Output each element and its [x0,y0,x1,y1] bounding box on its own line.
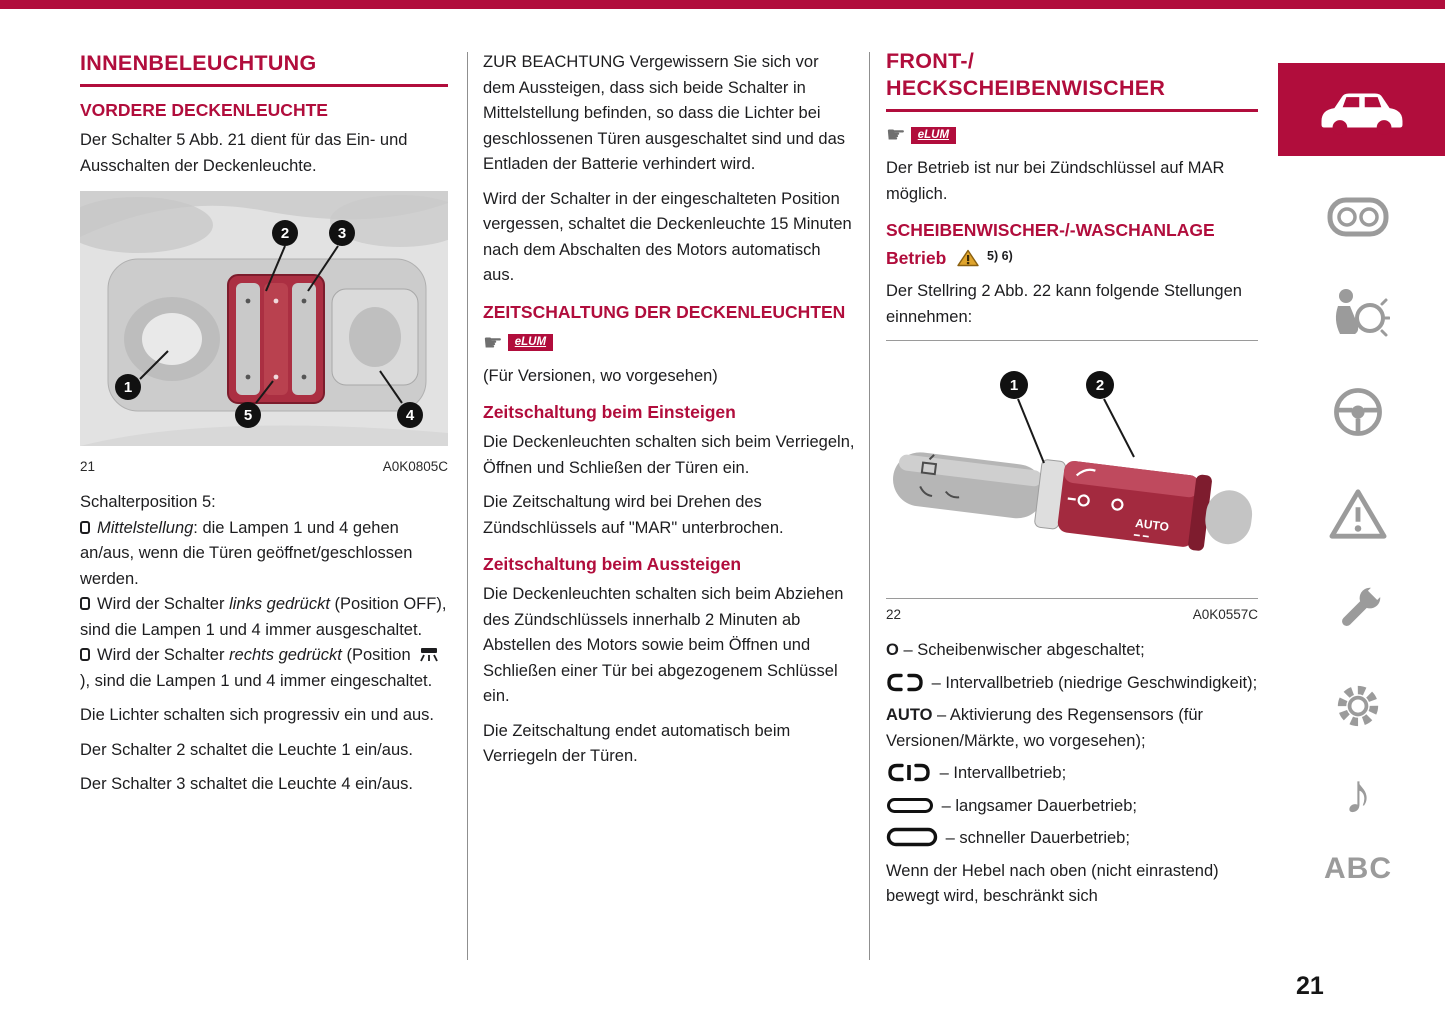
elum-badge: eLUM [508,334,553,351]
figure-code: A0K0557C [1192,607,1258,622]
callout-5: 5 [243,407,253,424]
gear-info-icon [1328,676,1388,736]
mode-intermittent [886,761,1258,787]
italic-term: Mittelstellung [97,518,194,537]
callout-2: 2 [1095,377,1105,394]
text: (Position [346,646,411,664]
section-tab-emergency[interactable] [1322,486,1394,542]
section-title-line1: FRONT-/ [886,49,975,73]
fast-continuous-icon [886,827,938,847]
column-divider [869,52,870,960]
stalk-auto-label: AUTO [1134,515,1170,534]
section-tab-index[interactable] [1322,852,1394,886]
intro-paragraph: Der Schalter 5 Abb. 21 dient für das Ein- und Ausschalten der Deckenleuchte. [80,131,408,175]
steering-wheel-icon [1328,382,1388,442]
footnote-refs: 5) 6) [987,249,1013,263]
betrieb-label: Betrieb [886,248,947,268]
top-accent-bar [0,0,1445,9]
switch-position-heading [80,490,448,516]
elum-badge: eLUM [911,127,956,144]
text: – Aktivierung des Regensensors (für Versionen/Märkte, wo vorgesehen); [886,706,1204,750]
slow-continuous-icon [886,796,934,815]
column-wipers [886,48,1258,919]
instrument-panel-icon [1326,192,1390,242]
paragraph: Die Lichter schalten sich progressiv ein und aus. [80,706,435,724]
version-note: (Für Versionen, wo vorgesehen) [483,366,718,385]
callout-1: 1 [123,379,133,396]
bullet-right-pressed [80,643,448,694]
section-tab-car-active[interactable] [1278,63,1445,156]
text: Wird der Schalter [97,646,225,664]
square-bullet-icon [80,648,90,661]
caution-paragraph: ZUR BEACHTUNG Vergewissern Sie sich vor dem Aussteigen, dass sich beide Schalter in Mittelstellung befinden, so dass die Lichter bei geschlossenen Türen ausgeschaltet sind und das Entladen der Batterie verhindert wird. [483,53,846,173]
italic-term: links gedrückt [229,595,330,613]
callout-1: 1 [1009,377,1019,394]
section-title-line2: HECKSCHEIBENWISCHER [886,76,1166,100]
title-underline [886,109,1258,112]
square-bullet-icon [80,597,90,610]
paragraph: Wenn der Hebel nach oben (nicht einrastend) bewegt wird, beschränkt sich [886,861,1219,905]
paragraph: Die Deckenleuchten schalten sich beim Abziehen des Zündschlüssels innerhalb 2 Minuten ab Abstellen des Motors sowie beim Öffnen und Schließen einer Tür bei abgezogenem Schlüssel ein. [483,585,844,705]
text: – Intervallbetrieb; [939,764,1067,782]
section-title: INNENBELEUCHTUNG [80,51,317,75]
column-timed-lighting [483,50,855,779]
section-tab-maintenance[interactable] [1322,580,1394,640]
music-note-icon: ♪ [1344,762,1372,825]
betrieb-line [886,248,1258,269]
section-tab-starting-driving[interactable] [1322,382,1394,442]
paragraph: Die Deckenleuchten schalten sich beim Verriegeln, Öffnen und Schließen der Türen ein. [483,433,855,477]
text: Schalterposition 5: [80,493,216,511]
callout-4: 4 [405,407,415,424]
square-bullet-icon [80,521,90,534]
column-divider [467,52,468,960]
bullet-middle-position [80,516,448,593]
subsection-title: SCHEIBENWISCHER-/-WASCHANLAGE [886,220,1215,240]
mode-symbol-O: O [886,641,899,659]
mode-slow-continuous [886,794,1258,820]
text: – schneller Dauerbetrieb; [945,829,1130,847]
figure-code: A0K0805C [382,459,448,474]
subsection-title: Zeitschaltung beim Aussteigen [483,554,742,574]
pointing-hand-icon: ☛ [483,329,503,355]
section-tab-safety[interactable] [1322,284,1394,342]
title-underline [80,84,448,87]
paragraph: Der Schalter 3 schaltet die Leuchte 4 ein/aus. [80,775,413,793]
subsection-title: VORDERE DECKENLEUCHTE [80,100,328,120]
text: – langsamer Dauerbetrieb; [941,796,1137,815]
mode-symbol-AUTO: AUTO [886,706,933,724]
column-interior-lighting [80,50,448,807]
section-tab-multimedia[interactable] [1322,762,1394,825]
airbag-icon [1326,284,1390,342]
mode-fast-continuous [886,826,1258,852]
text: ), sind die Lampen 1 und 4 immer eingeschaltet. [80,671,433,690]
car-icon [1316,84,1408,136]
intermittent-icon [886,763,932,782]
pointing-hand-icon: ☛ [886,122,906,147]
ceiling-lamp-on-icon [417,647,441,663]
section-tab-technical-data[interactable] [1322,676,1394,736]
elum-marker [483,329,855,355]
warning-icon [957,249,979,267]
elum-marker [886,124,1258,146]
intermittent-low-icon [886,673,924,692]
ceiling-light-image [80,191,448,446]
text: – Intervallbetrieb (niedrige Geschwindigkeit); [931,673,1258,692]
text: (Position OFF), sind die Lampen 1 und 4 immer ausgeschaltet. [80,595,447,639]
callout-3: 3 [337,225,347,242]
wiper-stalk-image [886,347,1258,587]
figure-number: 22 [886,607,902,622]
paragraph: Der Betrieb ist nur bei Zündschlüssel auf MAR möglich. [886,159,1225,203]
paragraph: Die Zeitschaltung endet automatisch beim Verriegeln der Türen. [483,721,791,765]
paragraph: Der Schalter 2 schaltet die Leuchte 1 ein/aus. [80,740,413,759]
page-number: 21 [1296,972,1324,1000]
text: : die Lampen 1 und 4 gehen an/aus, wenn die Türen geöffnet/geschlossen werden. [80,518,413,588]
wrench-icon [1328,580,1388,640]
mode-intermittent-low [886,671,1258,697]
paragraph: Der Stellring 2 Abb. 22 kann folgende Stellungen einnehmen: [886,282,1242,326]
section-tab-dashboard[interactable] [1322,192,1394,242]
paragraph: Wird der Schalter in der eingeschalteten Position vergessen, schaltet die Deckenleuchte 15 Minuten nach dem Abschalten des Motors automatisch aus. [483,189,852,284]
paragraph: Die Zeitschaltung wird bei Drehen des Zündschlüssels auf "MAR" unterbrochen. [483,493,784,537]
text: Wird der Schalter [97,595,225,613]
figure-number: 21 [80,459,96,474]
subsection-title: ZEITSCHALTUNG DER DECKENLEUCHTEN [483,301,846,322]
mode-auto [886,703,1258,754]
bullet-left-pressed [80,592,448,643]
subsection-title: Zeitschaltung beim Einsteigen [483,402,736,422]
callout-2: 2 [280,225,290,242]
italic-term: rechts gedrückt [229,646,342,664]
text: – Scheibenwischer abgeschaltet; [903,641,1145,659]
figure-22 [886,340,1258,599]
mode-off [886,638,1258,664]
figure-21 [80,191,448,474]
abc-index-label: ABC [1324,852,1392,885]
warning-triangle-icon [1327,486,1389,542]
